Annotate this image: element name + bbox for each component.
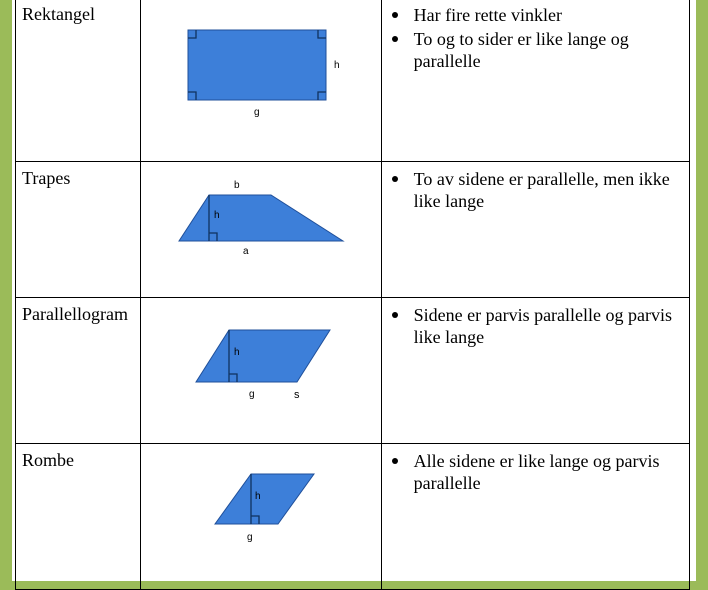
- shape-name: Rektangel: [16, 0, 141, 162]
- label-h: h: [254, 491, 261, 502]
- properties-cell: [381, 444, 689, 590]
- label-g: g: [246, 532, 253, 543]
- figure-cell: [140, 0, 381, 162]
- label-h: h: [333, 60, 340, 71]
- shape-name: Parallellogram: [16, 298, 141, 444]
- properties-list: [382, 4, 689, 72]
- shape-name: Rombe: [16, 444, 141, 590]
- properties-list: [382, 304, 689, 348]
- table-row: [16, 0, 690, 162]
- properties-cell: [381, 162, 689, 298]
- rhombus-shape: [215, 474, 314, 524]
- rectangle-figure: [141, 0, 381, 156]
- table-row: [16, 162, 690, 298]
- label-h: h: [233, 347, 240, 358]
- figure-cell: [140, 298, 381, 444]
- list-item: Sidene er parvis parallelle og parvis like lange: [414, 304, 689, 348]
- table-row: [16, 298, 690, 444]
- shape-name: Trapes: [16, 162, 141, 298]
- label-g: g: [253, 107, 260, 118]
- label-a: a: [242, 246, 249, 257]
- properties-list: [382, 168, 689, 212]
- list-item: To av sidene er parallelle, men ikke like lange: [414, 168, 689, 212]
- trapezoid-figure: [141, 162, 381, 292]
- properties-cell: [381, 298, 689, 444]
- list-item: Alle sidene er like lange og parvis parallelle: [414, 450, 689, 494]
- rhombus-figure: [141, 444, 381, 584]
- parallelogram-figure: [141, 298, 381, 438]
- figure-cell: [140, 162, 381, 298]
- trapezoid-shape: [179, 195, 343, 241]
- label-h: h: [213, 210, 220, 221]
- document-page: [12, 0, 696, 581]
- label-g: g: [248, 389, 255, 400]
- rectangle-shape: [188, 30, 326, 100]
- properties-cell: [381, 0, 689, 162]
- list-item: To og to sider er like lange og parallelle: [414, 28, 689, 72]
- label-s: s: [293, 389, 300, 401]
- list-item: Har fire rette vinkler: [414, 4, 689, 26]
- parallelogram-shape: [196, 330, 330, 382]
- table-row: [16, 444, 690, 590]
- label-b: b: [233, 180, 240, 191]
- properties-list: [382, 450, 689, 494]
- shapes-table: [15, 0, 690, 590]
- figure-cell: [140, 444, 381, 590]
